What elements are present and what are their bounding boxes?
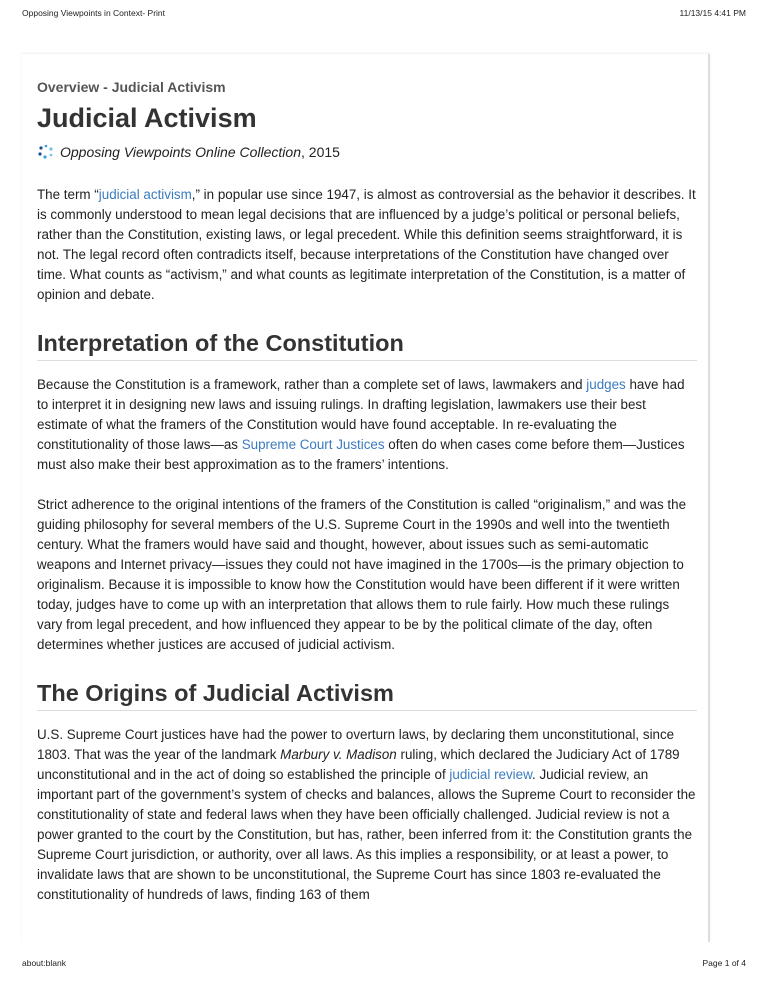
article-title: Judicial Activism	[37, 103, 257, 133]
collection-logo-icon	[37, 144, 55, 160]
paragraph-origins	[37, 725, 697, 905]
paragraph-intro	[37, 185, 697, 305]
article-kicker: Overview - Judicial Activism	[37, 79, 226, 95]
print-footer-page: Page 1 of 4	[702, 958, 746, 968]
link-judicial-activism[interactable]: judicial activism	[98, 187, 192, 202]
article-source	[37, 144, 697, 160]
text: ,” in popular use since 1947, is almost as controversial as the behavior it describes. It is commonly understood to mean legal decisions that are influenced by a judge’s political or personal beliefs, rather than the Constitution, existing laws, or legal precedent. While this definition seems straightforward, it is not. The legal record often contradicts itself, because interpretations of the Constitution have changed over time. What counts as “activism,” and what counts as legitimate interpretation of the Constitution, is a matter of opinion and debate.	[37, 187, 696, 302]
link-judicial-review[interactable]: judicial review	[449, 767, 533, 782]
paragraph-originalism: Strict adherence to the original intentions of the framers of the Constitution is called “originalism,” and was the guiding philosophy for several members of the U.S. Supreme Court in the 1990s and well into the twentieth century. What the framers would have said and thought, however, about issues such as semi-automatic weapons and Internet privacy—issues they could not have imagined in the 1700s—is the primary objection to originalism. Because it is impossible to know how the Constitution would have been different if it were written today, judges have to come up with an interpretation that allows them to rule fairly. How much these rulings vary from legal precedent, and how influenced they appear to be by the political climate of the day, often determines whether justices are accused of judicial activism.	[37, 497, 687, 652]
paragraph-interpretation	[37, 375, 697, 475]
text: U.S. Supreme Court justices have had the power to overturn laws, by declaring them unconstitutional, since 1803. That was the year of the landmark	[37, 727, 675, 762]
case-name: Marbury v. Madison	[280, 747, 397, 762]
link-supreme-court-justices[interactable]: Supreme Court Justices	[241, 437, 385, 452]
print-header-datetime: 11/13/15 4:41 PM	[679, 8, 746, 18]
article-page	[22, 54, 710, 942]
text: ruling, which declared the Judiciary Act of 1789 unconstitutional and in the act of doing so established the principle of	[37, 747, 680, 782]
text: often do when cases come before them—Justices must also make their best approximation as to the framers’ intentions.	[37, 437, 685, 472]
section-heading-interpretation: Interpretation of the Constitution	[37, 330, 697, 361]
source-year: , 2015	[301, 144, 340, 160]
text: . Judicial review, an important part of the government’s system of checks and balances, allows the Supreme Court to reconsider the constitutionality of state and federal laws when they have been officially challenged. Judicial review is not a power granted to the court by the Constitution, but has, rather, been inferred from it: the Constitution grants the Supreme Court jurisdiction, or authority, over all laws. As this implies a responsibility, or at least a power, to invalidate laws that are shown to be unconstitutional, the Supreme Court has since 1803 re-evaluated the constitutionality of hundreds of laws, finding 163 of them	[37, 767, 696, 902]
link-judges[interactable]: judges	[586, 377, 626, 392]
text: Because the Constitution is a framework, rather than a complete set of laws, lawmakers and	[37, 377, 587, 392]
section-heading-origins: The Origins of Judicial Activism	[37, 680, 697, 711]
text: have had to interpret it in designing new laws and issuing rulings. In drafting legislation, lawmakers use their best estimate of what the framers of the Constitution would have found acceptable. In re-evaluating the constitutionality of those laws—as	[37, 377, 685, 452]
print-footer-url: about:blank	[22, 958, 66, 968]
source-name: Opposing Viewpoints Online Collection	[60, 144, 301, 160]
text: The term “	[37, 187, 99, 202]
print-header-title: Opposing Viewpoints in Context- Print	[22, 8, 166, 18]
